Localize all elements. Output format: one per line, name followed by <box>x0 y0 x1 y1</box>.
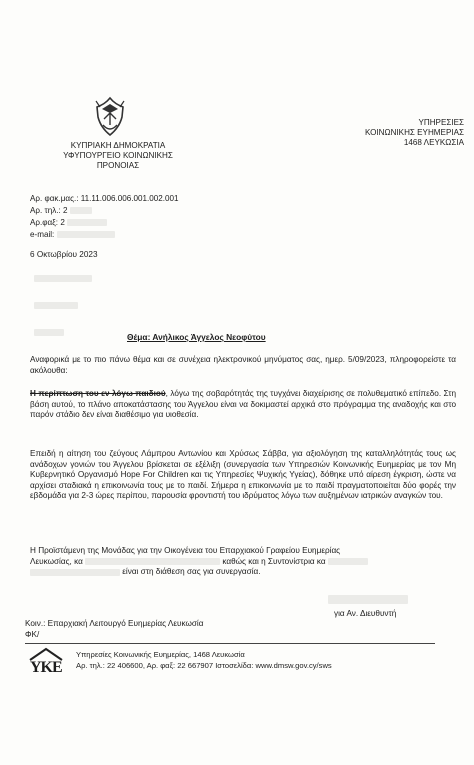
fax-line <box>30 217 179 229</box>
phone-line <box>30 205 179 217</box>
logo-text: ΥΚΕ <box>30 659 62 676</box>
fax-value: 2 <box>60 218 65 227</box>
services-line-3: 1468 ΛΕΥΚΩΣΙΑ <box>403 138 464 147</box>
footer-address: Υπηρεσίες Κοινωνικής Ευημερίας, 1468 Λευκωσία <box>76 650 245 659</box>
redaction-mark <box>34 275 92 282</box>
paragraph-1: Αναφορικά με το πιο πάνω θέμα και σε συνέχεια ηλεκτρονικού μηνύματος σας, ημερ. 5/09/2023, πληροφορείστε τα ακόλουθα: <box>30 355 456 375</box>
redaction-mark <box>57 231 115 238</box>
footer-contacts: Αρ. τηλ.: 22 406600, Αρ. φαξ: 22 667907 Ιστοσελίδα: www.dmsw.gov.cy/sws <box>76 661 332 670</box>
paragraph-2-text: , λόγω της σοβαρότητάς της τυγχάνει διαχείρισης σε πολυθεματικό επίπεδο. Στη βάση αυτού, το πλάνο αποκατάστασης του Άγγελου είναι να δοκιμαστεί αρχικά στο πρόγραμμα της αναδοχής και στο παρόν στάδιο δεν είναι διαθέσιμο για υιοθεσία. <box>30 389 456 420</box>
email-line <box>30 229 179 241</box>
ministry-line-2: ΥΦΥΠΟΥΡΓΕΙΟ ΚΟΙΝΩΝΙΚΗΣ <box>63 151 173 160</box>
redaction-mark <box>67 219 107 226</box>
file-number: Αρ. φακ.μας.: 11.11.006.006.001.002.001 <box>30 194 179 203</box>
paragraph-4-line-1: Η Προϊστάμενη της Μονάδας για την Οικογένεια του Επαρχιακού Γραφείου Ευημερίας <box>30 546 341 555</box>
signature-redacted <box>328 595 408 604</box>
phone-label: Αρ. τηλ.: <box>30 206 61 215</box>
paragraph-4-text-b: καθώς και η Συντονίστρια κα <box>222 556 326 566</box>
services-line-2: ΚΟΙΝΩΝΙΚΗΣ ΕΥΗΜΕΡΙΑΣ <box>364 128 464 137</box>
email-label: e-mail: <box>30 230 55 239</box>
redaction-mark <box>34 329 64 336</box>
yke-logo <box>26 646 66 680</box>
redaction-mark <box>30 569 120 576</box>
paragraph-4-text-a: Λευκωσίας, κα <box>30 556 83 566</box>
services-line-1: ΥΠΗΡΕΣΙΕΣ <box>418 118 464 127</box>
cc-line: Κοιν.: Επαρχιακή Λειτουργό Ευημερίας Λευκωσία <box>25 619 204 628</box>
paragraph-3: Επειδή η αίτηση του ζεύγους Λάμπρου Αντωνίου και Χρύσως Σάββα, για αξιολόγηση της καταλληλότητάς τους ως ανάδοχων γονιών του Άγγελου βρίσκεται σε εξέλιξη (συνεργασία των Υπηρεσιών Κοινωνικής Ευημερίας με τον Μη Κυβερνητικό Οργανισμό Hope For Children και τις Υπηρεσίες Ψυχικής Υγείας), δόθηκε υπό αίρεση έγκριση, ώστε να αρχίσει σταδιακά η επικοινωνία τους με το παιδί. Σήμερα η επικοινωνία με το παιδί πραγματοποιείται δύο φορές την εβδομάδα για 2-3 ώρες περίπου, παρουσία φροντιστή του ιδρύματος λόγω των αυξημένων ιατρικών αναγκών του. <box>30 449 456 501</box>
ministry-heading <box>58 141 178 171</box>
ministry-line-3: ΠΡΟΝΟΙΑΣ <box>96 161 140 170</box>
reference-block <box>30 193 179 241</box>
cyprus-coat-of-arms-icon <box>90 95 130 139</box>
ministry-line-1: ΚΥΠΡΙΑΚΗ ΔΗΜΟΚΡΑΤΙΑ <box>70 141 166 150</box>
subject-line: Θέμα: Ανήλικος Άγγελος Νεοφύτου <box>127 332 266 342</box>
redaction-mark <box>70 207 92 214</box>
redaction-mark <box>328 558 368 565</box>
paragraph-4 <box>30 546 456 578</box>
struck-text: Η περίπτωση του εν λόγω παιδιού <box>30 389 166 398</box>
fax-label: Αρ.φαξ: <box>30 218 59 227</box>
paragraph-2 <box>30 389 456 421</box>
services-heading <box>318 118 464 148</box>
letter-date: 6 Οκτωβρίου 2023 <box>30 250 98 259</box>
footer-divider <box>25 643 435 644</box>
phone-value: 2 <box>63 206 68 215</box>
paragraph-4-line-3 <box>30 567 456 578</box>
recipient-address-redacted <box>34 270 92 342</box>
paragraph-4-line-2 <box>30 557 456 568</box>
redaction-mark <box>34 302 78 309</box>
signature-line: για Αν. Διευθυντή <box>334 609 397 618</box>
redaction-mark <box>85 558 220 565</box>
file-reference: ΦΚ/ <box>25 630 40 639</box>
paragraph-4-text-c: είναι στη διάθεση σας για συνεργασία. <box>122 567 261 577</box>
